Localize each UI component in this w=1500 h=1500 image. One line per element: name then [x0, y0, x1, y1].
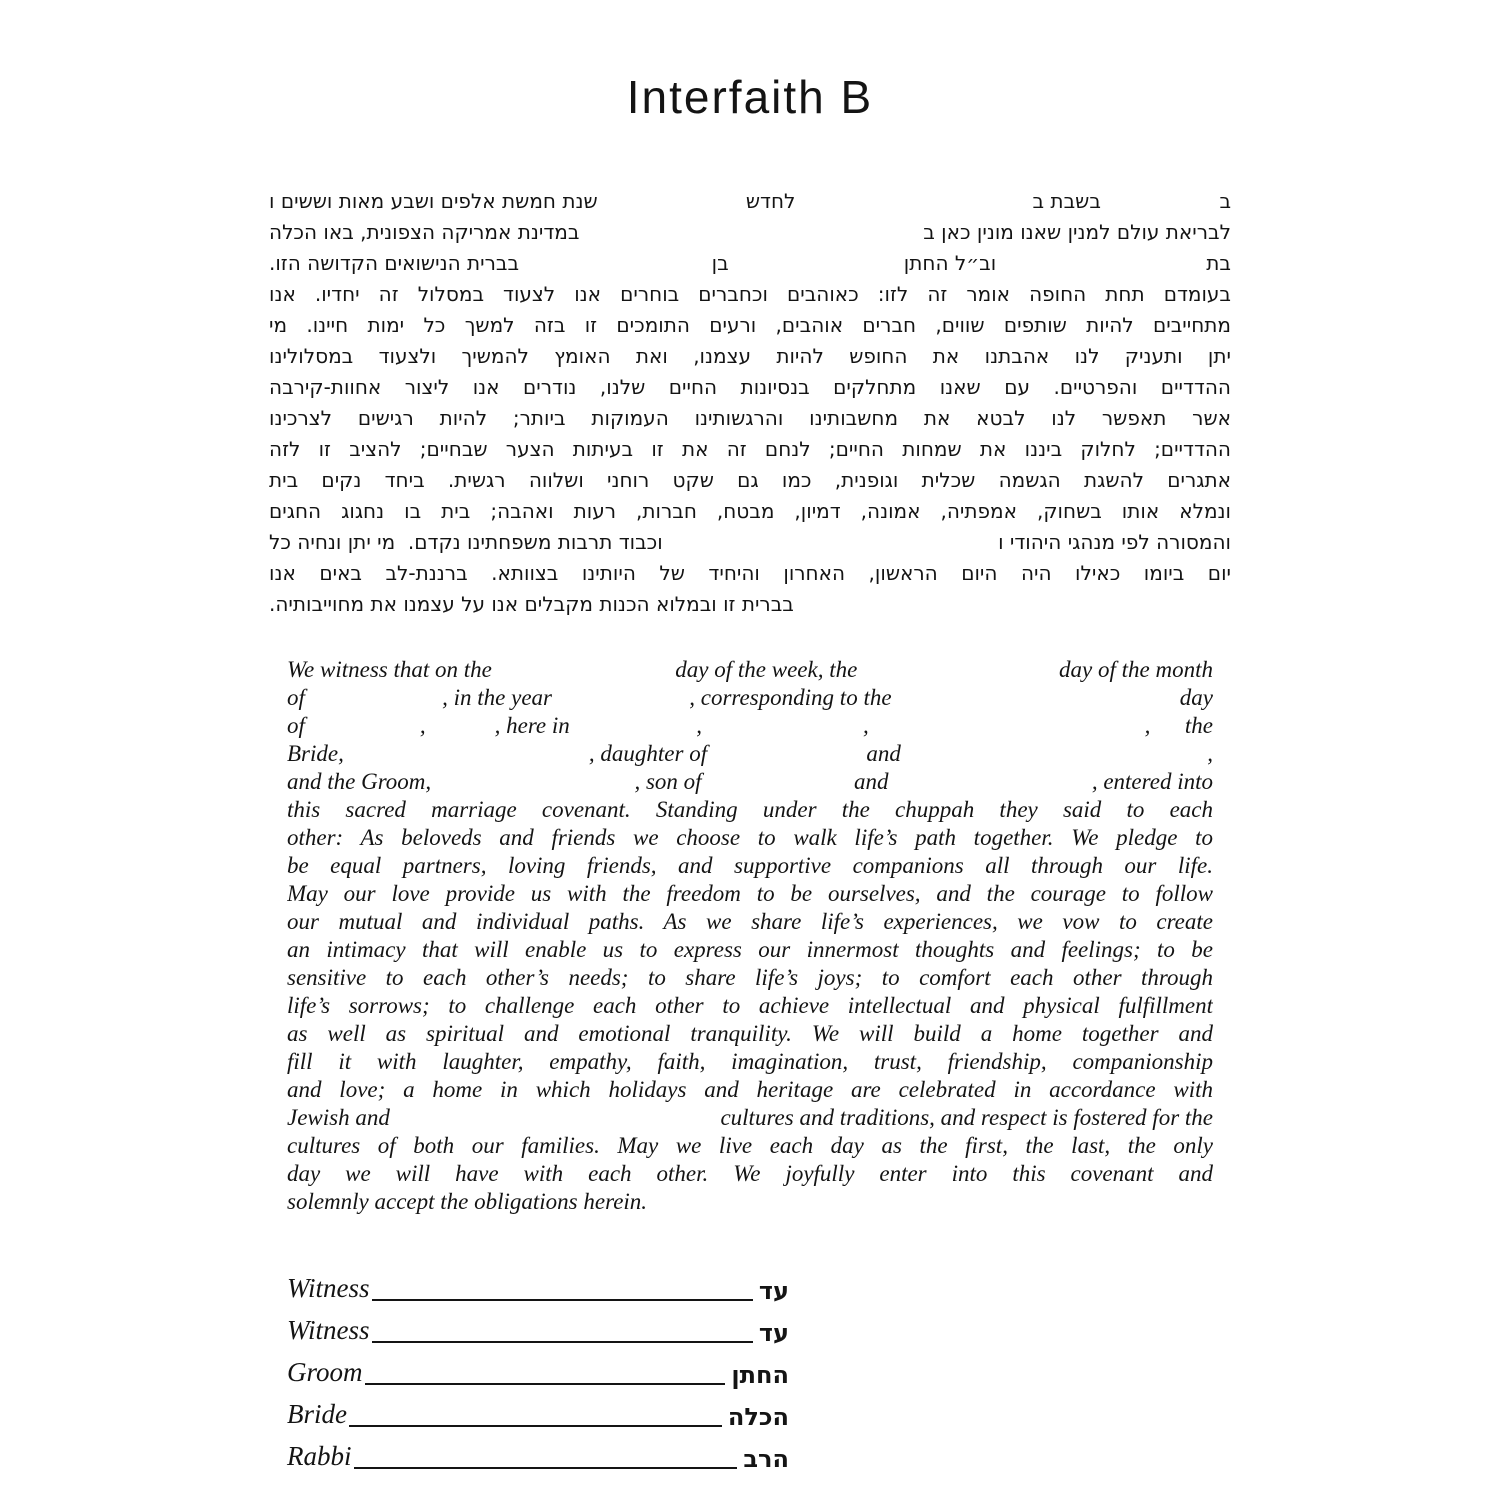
- hebrew-text-line: אתגרים להשגת הגשמה שכלית וגופנית, כמו גם שקט רוחני ושלווה רגשית. ביחד נקים בית: [269, 468, 1231, 492]
- hebrew-text-line: ההדדיים; לחלוק ביננו את שמחות החיים; לנחם זה את זו בעיתות הצער שבחיים; להציב זו לזה: [269, 437, 1231, 461]
- text-segment: והמסורה לפי מנהגי היהודי ו: [998, 530, 1231, 554]
- signature-block: [287, 1262, 1213, 1472]
- english-text-line: [287, 712, 1213, 740]
- hebrew-text-line: [269, 248, 1231, 279]
- text-segment: , here in: [494, 713, 570, 738]
- text-segment: Bride,: [287, 741, 344, 766]
- text-segment: and the Groom,: [287, 769, 432, 794]
- english-text-block: [287, 656, 1213, 1216]
- english-text-line: this sacred marriage covenant. Standing under the chuppah they said to each: [287, 797, 1213, 822]
- text-segment: , entered into: [1091, 769, 1213, 794]
- text-segment: לבריאת עולם למנין שאנו מונין כאן ב: [923, 220, 1231, 244]
- english-text-line: [287, 768, 1213, 796]
- signature-line: [365, 1379, 726, 1385]
- english-text-line: [287, 656, 1213, 684]
- english-text-line: cultures of both our families. May we live each day as the first, the last, the only: [287, 1133, 1213, 1158]
- text-segment: וכבוד תרבות משפחתינו נקדם. מי יתן ונחיה כל: [269, 530, 663, 554]
- text-segment: day: [1179, 685, 1213, 710]
- document-title: Interfaith B: [626, 71, 874, 123]
- signature-role-label-hebrew: עד: [758, 1318, 789, 1347]
- hebrew-text-line: ונמלא אותו בשחוק, אמפתיה, אמונה, דמיון, מבטח, חברות, רעות ואהבה; בית בו נחגוג החגים: [269, 499, 1231, 523]
- hebrew-text-line: מתחייבים להיות שותפים שווים, חברים אוהבים, ורעים התומכים זו בזה למשך כל ימות חיינו. מי: [269, 313, 1231, 337]
- english-text-line: life’s sorrows; to challenge each other to achieve intellectual and physical fulfillment: [287, 993, 1213, 1018]
- hebrew-text-line: [269, 186, 1231, 217]
- text-segment: שנת חמשת אלפים ושבע מאות וששים ו: [269, 189, 598, 213]
- signature-line: [349, 1421, 722, 1427]
- signature-role-label: Bride: [287, 1399, 347, 1430]
- hebrew-text-line: [269, 217, 1231, 248]
- english-text-line: as well as spiritual and emotional tranquility. We will build a home together and: [287, 1021, 1213, 1046]
- text-segment: ,: [1207, 741, 1213, 766]
- text-segment: day of the month: [1059, 657, 1213, 682]
- hebrew-text-line: יתן ותעניק לנו אהבתנו את החופש להיות עצמנו, ואת האומץ להמשיך ולצעוד במסלולינו: [269, 344, 1231, 368]
- text-segment: cultures and traditions, and respect is fostered for the: [720, 1105, 1213, 1130]
- english-text-line: [287, 684, 1213, 712]
- text-segment: במדינת אמריקה הצפונית, באו הכלה: [269, 220, 580, 244]
- english-text-line: [287, 740, 1213, 768]
- signature-role-label-hebrew: החתן: [731, 1360, 789, 1389]
- english-text-line: May our love provide us with the freedom to be ourselves, and the courage to follow: [287, 881, 1213, 906]
- hebrew-text-line: ההדדיים והפרטיים. עם שאנו מתחלקים בנסיונות החיים שלנו, נודרים אנו ליצור אחוות-קירבה: [269, 375, 1231, 399]
- signature-line: [372, 1337, 753, 1343]
- english-text-line: and love; a home in which holidays and heritage are celebrated in accordance with: [287, 1077, 1213, 1102]
- signature-row: [287, 1304, 789, 1346]
- text-segment: וב״ל החתן: [903, 251, 997, 275]
- text-segment: בשבת ב: [1032, 189, 1101, 213]
- signature-line: [354, 1463, 738, 1469]
- text-segment: , daughter of: [588, 741, 708, 766]
- hebrew-text-line: אשר תאפשר לנו לבטא את מחשבותינו והרגשותינו העמוקות ביותר; להיות רגישים לצרכינו: [269, 406, 1231, 430]
- text-segment: ב: [1219, 189, 1231, 213]
- signature-row: [287, 1430, 789, 1472]
- english-text-line: be equal partners, loving friends, and supportive companions all through our life.: [287, 853, 1213, 878]
- text-segment: ,: [862, 713, 869, 738]
- english-text-line: fill it with laughter, empathy, faith, imagination, trust, friendship, companionship: [287, 1049, 1213, 1074]
- english-text-line: day we will have with each other. We joyfully enter into this covenant and: [287, 1161, 1213, 1186]
- hebrew-text-line: [269, 527, 1231, 558]
- text-segment: day of the week, the: [675, 657, 858, 682]
- hebrew-text-line: בברית זו ובמלוא הכנות מקבלים אנו על עצמנו את מחוייבותיה.: [269, 592, 794, 616]
- signature-row: [287, 1346, 789, 1388]
- signature-line: [372, 1295, 753, 1301]
- text-segment: of: [287, 713, 305, 738]
- text-segment: ,: [1144, 713, 1151, 738]
- english-text-line: other: As beloveds and friends we choose to walk life’s path together. We pledge to: [287, 825, 1213, 850]
- text-segment: בן: [711, 251, 729, 275]
- signature-role-label-hebrew: הכלה: [727, 1402, 789, 1431]
- hebrew-text-block: [269, 186, 1231, 620]
- english-text-line: our mutual and individual paths. As we share life’s experiences, we vow to create: [287, 909, 1213, 934]
- text-segment: of: [287, 685, 305, 710]
- english-text-line: solemnly accept the obligations herein.: [287, 1189, 648, 1214]
- signature-role-label: Witness: [287, 1315, 370, 1346]
- text-segment: לחדש: [745, 189, 796, 213]
- english-text-line: [287, 1104, 1213, 1132]
- signature-role-label: Groom: [287, 1357, 363, 1388]
- text-segment: We witness that on the: [287, 657, 492, 682]
- signature-role-label: Witness: [287, 1273, 370, 1304]
- text-segment: the: [1184, 713, 1213, 738]
- signature-role-label: Rabbi: [287, 1441, 352, 1472]
- text-segment: בברית הנישואים הקדושה הזו.: [269, 251, 520, 275]
- hebrew-text-line: יום ביומו כאילו היה היום הראשון, האחרון והיחיד של היותינו בצוותא. ברננת-לב באים אנו: [269, 561, 1231, 585]
- signature-role-label-hebrew: הרב: [743, 1444, 789, 1473]
- text-segment: ,: [419, 713, 426, 738]
- signature-row: [287, 1388, 789, 1430]
- text-segment: and: [854, 769, 889, 794]
- english-text-line: sensitive to each other’s needs; to share life’s joys; to comfort each other through: [287, 965, 1213, 990]
- hebrew-text-line: בעומדם תחת החופה אומר זה לזו: כאוהבים וכחברים בוחרים אנו לצעוד במסלול זה יחדיו. אנו: [269, 282, 1231, 306]
- text-segment: , corresponding to the: [689, 685, 892, 710]
- signature-row: [287, 1262, 789, 1304]
- text-segment: בת: [1206, 251, 1231, 275]
- text-segment: , in the year: [442, 685, 552, 710]
- text-segment: Jewish and: [287, 1105, 390, 1130]
- text-segment: and: [866, 741, 901, 766]
- text-segment: ,: [696, 713, 702, 738]
- text-segment: , son of: [634, 769, 702, 794]
- english-text-line: an intimacy that will enable us to express our innermost thoughts and feelings; to be: [287, 937, 1213, 962]
- signature-role-label-hebrew: עד: [758, 1276, 789, 1305]
